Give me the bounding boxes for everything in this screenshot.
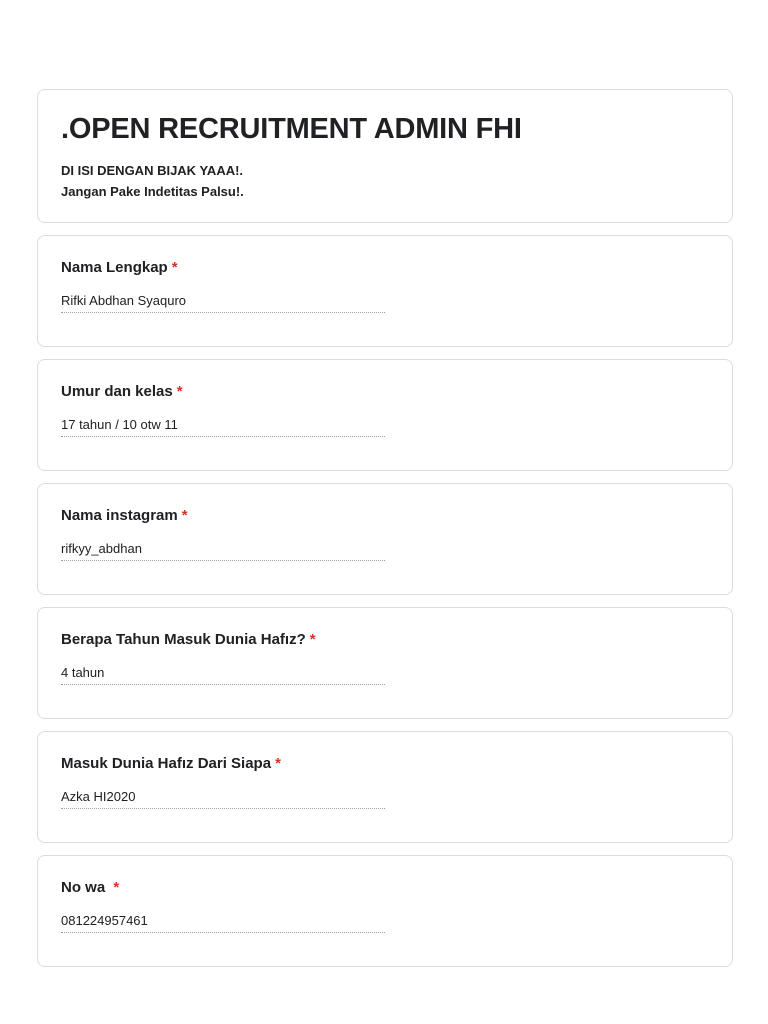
question-card-tahun-hafiz <box>37 607 733 719</box>
form-header-card <box>37 89 733 223</box>
answer-field-dari-siapa[interactable]: Azka HI2020 <box>61 788 385 809</box>
question-label <box>61 754 709 774</box>
form-container <box>37 89 733 979</box>
required-asterisk: * <box>176 383 183 400</box>
question-label-text: Berapa Tahun Masuk Dunia Hafız? <box>61 631 306 648</box>
answer-field-tahun-hafiz[interactable]: 4 tahun <box>61 664 385 685</box>
required-asterisk: * <box>113 879 120 896</box>
required-asterisk: * <box>275 755 281 772</box>
question-card-umur-kelas <box>37 359 733 471</box>
question-label <box>61 630 709 650</box>
form-description-line-1: DI ISI DENGAN BIJAK YAAA!. <box>61 163 244 178</box>
question-card-dari-siapa <box>37 731 733 843</box>
answer-field-nama-instagram[interactable]: rifkyy_abdhan <box>61 540 385 561</box>
required-asterisk: * <box>171 259 178 276</box>
question-label-text: No wa <box>61 879 110 896</box>
form-title: .OPEN RECRUITMENT ADMIN FHI <box>61 113 522 145</box>
question-label <box>61 258 709 278</box>
question-card-nama-lengkap <box>37 235 733 347</box>
question-label-text: Nama Lengkap <box>61 259 168 276</box>
answer-field-no-wa[interactable]: 081224957461 <box>61 912 385 933</box>
question-label-text: Masuk Dunia Hafız Dari Siapa <box>61 755 272 772</box>
required-asterisk: * <box>181 507 188 524</box>
required-asterisk: * <box>309 631 316 648</box>
question-label-text: Nama instagram <box>61 507 178 524</box>
question-card-nama-instagram <box>37 483 733 595</box>
answer-field-nama-lengkap[interactable]: Rifki Abdhan Syaquro <box>61 292 385 313</box>
question-label <box>61 382 709 402</box>
question-label <box>61 506 709 526</box>
question-label <box>61 878 709 898</box>
question-label-text: Umur dan kelas <box>61 383 173 400</box>
answer-field-umur-kelas[interactable]: 17 tahun / 10 otw 11 <box>61 416 385 437</box>
question-card-no-wa <box>37 855 733 967</box>
form-description-line-2: Jangan Pake Indetitas Palsu!. <box>61 184 244 199</box>
